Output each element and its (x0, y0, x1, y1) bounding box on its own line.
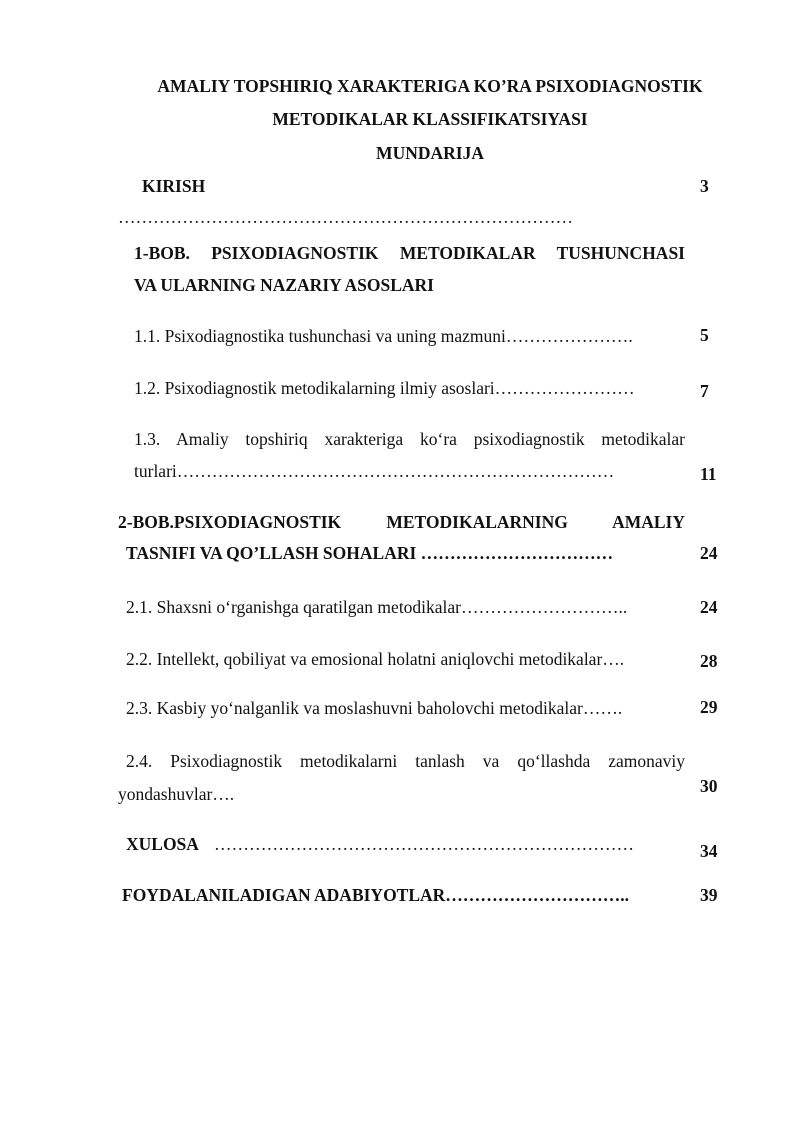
toc-section-1-1: 1.1. Psixodiagnostika tushunchasi va uning mazmuni…………………. (134, 326, 633, 346)
toc-xulosa-label: XULOSA (126, 834, 199, 854)
toc-section-2-1: 2.1. Shaxsni o‘rganishga qaratilgan metodikalar……………………….. (126, 597, 628, 617)
toc-xulosa-page: 34 (700, 841, 718, 861)
toc-xulosa-dots: ……………………………………………………………… (214, 834, 634, 854)
toc-section-1-3-line-2: turlari………………………………………………………………… (134, 461, 615, 481)
toc-section-1-3-page: 11 (700, 464, 717, 484)
toc-kirish-label: KIRISH (142, 176, 206, 196)
toc-section-1-2-page: 7 (700, 381, 709, 401)
toc-section-2-4-page: 30 (700, 776, 718, 796)
toc-section-2-2-page: 28 (700, 651, 718, 671)
toc-section-2-3: 2.3. Kasbiy yo‘nalganlik va moslashuvni baholovchi metodikalar……. (126, 698, 623, 718)
toc-section-1-1-page: 5 (700, 325, 709, 345)
document-title-line-2: METODIKALAR KLASSIFIKATSIYASI (272, 109, 588, 129)
toc-section-2-3-page: 29 (700, 697, 718, 717)
toc-chapter-2-line-1: 2-BOB.PSIXODIAGNOSTIK METODIKALARNING AMALIY (118, 512, 685, 532)
toc-section-2-1-page: 24 (700, 597, 718, 617)
toc-references-label: FOYDALANILADIGAN ADABIYOTLAR………………………….. (122, 885, 630, 905)
toc-chapter-2-page: 24 (700, 543, 718, 563)
document-title-line-1: AMALIY TOPSHIRIQ XARAKTERIGA KO’RA PSIXODIAGNOSTIK (157, 76, 703, 96)
toc-section-2-4-line-2: yondashuvlar…. (118, 784, 235, 804)
toc-kirish-page: 3 (700, 176, 709, 196)
contents-heading: MUNDARIJA (376, 143, 484, 163)
toc-section-1-3-line-1: 1.3. Amaliy topshiriq xarakteriga ko‘ra psixodiagnostik metodikalar (134, 429, 685, 449)
toc-section-1-2: 1.2. Psixodiagnostik metodikalarning ilmiy asoslari…………………… (134, 378, 635, 398)
toc-chapter-1-line-2: VA ULARNING NAZARIY ASOSLARI (134, 275, 434, 295)
toc-chapter-1-line-1: 1-BOB. PSIXODIAGNOSTIK METODIKALAR TUSHUNCHASI (134, 243, 685, 263)
toc-chapter-2-line-2: TASNIFI VA QO’LLASH SOHALARI …………………………… (126, 543, 614, 563)
toc-references-page: 39 (700, 885, 718, 905)
toc-section-2-2: 2.2. Intellekt, qobiliyat va emosional holatni aniqlovchi metodikalar…. (126, 649, 625, 669)
toc-kirish-dots: …………………………………………………………………… (118, 207, 573, 227)
toc-section-2-4-line-1: 2.4. Psixodiagnostik metodikalarni tanlash va qo‘llashda zamonaviy (126, 751, 685, 771)
